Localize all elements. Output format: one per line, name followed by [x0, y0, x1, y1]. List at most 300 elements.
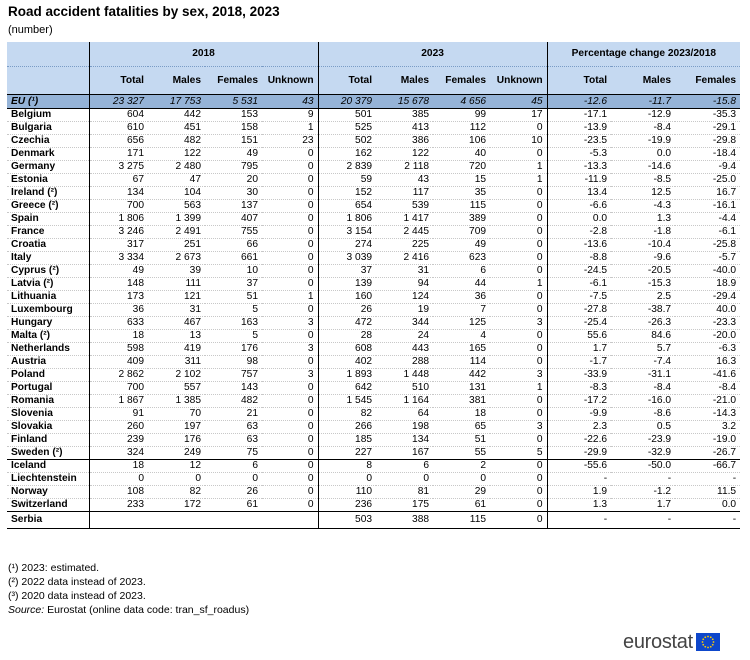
country-cell: EU (¹)	[7, 95, 89, 109]
value-cell: 4	[433, 330, 490, 343]
value-cell: 795	[205, 161, 262, 174]
value-cell: 482	[148, 135, 205, 148]
value-cell: 2 862	[89, 369, 148, 382]
value-cell: -9.6	[611, 252, 675, 265]
value-cell: 2	[433, 460, 490, 473]
value-cell: 17	[490, 109, 547, 122]
value-cell: 0.0	[611, 148, 675, 161]
flag-star	[710, 636, 712, 638]
logo-wordmark: eurostat	[623, 630, 693, 653]
value-cell	[148, 512, 205, 529]
value-cell: -8.4	[611, 382, 675, 395]
value-cell: 451	[148, 122, 205, 135]
value-cell: -25.4	[547, 317, 611, 330]
value-cell: 2.3	[547, 421, 611, 434]
value-cell: 2 416	[376, 252, 433, 265]
value-cell: -4.3	[611, 200, 675, 213]
value-cell: -29.1	[675, 122, 740, 135]
value-cell: 386	[376, 135, 433, 148]
value-cell: 407	[205, 213, 262, 226]
table-row	[7, 382, 740, 395]
value-cell: 1 545	[318, 395, 376, 408]
table-row	[7, 278, 740, 291]
value-cell: 1 385	[148, 395, 205, 408]
value-cell: 99	[433, 109, 490, 122]
country-cell: Austria	[7, 356, 89, 369]
value-cell: 2 491	[148, 226, 205, 239]
country-cell: Slovenia	[7, 408, 89, 421]
value-cell: -23.9	[611, 434, 675, 447]
value-cell: 9	[262, 109, 318, 122]
header-group-2018: 2018	[89, 42, 318, 67]
value-cell: 3 334	[89, 252, 148, 265]
col-header: Females	[675, 67, 740, 95]
value-cell: 288	[376, 356, 433, 369]
value-cell: 1 867	[89, 395, 148, 408]
value-cell: -9.4	[675, 161, 740, 174]
value-cell: 539	[376, 200, 433, 213]
value-cell: 115	[433, 200, 490, 213]
value-cell: -	[611, 512, 675, 529]
flag-star	[701, 641, 703, 643]
table-row	[7, 226, 740, 239]
value-cell: 26	[205, 486, 262, 499]
country-cell: Sweden (²)	[7, 447, 89, 460]
value-cell: 249	[148, 447, 205, 460]
value-cell: 443	[376, 343, 433, 356]
header-corner-2	[7, 67, 89, 95]
value-cell: -	[547, 512, 611, 529]
value-cell: 0	[262, 382, 318, 395]
flag-star	[712, 638, 714, 640]
value-cell: 0	[262, 395, 318, 408]
value-cell: 91	[89, 408, 148, 421]
country-cell: Luxembourg	[7, 304, 89, 317]
value-cell: 472	[318, 317, 376, 330]
value-cell: -26.7	[675, 447, 740, 460]
value-cell: 26	[318, 304, 376, 317]
value-cell: 172	[148, 499, 205, 512]
table-row	[7, 460, 740, 473]
flag-star	[704, 646, 706, 648]
value-cell: 0	[262, 460, 318, 473]
value-cell: -20.0	[675, 330, 740, 343]
value-cell: 18.9	[675, 278, 740, 291]
country-cell: Belgium	[7, 109, 89, 122]
value-cell: 1	[490, 174, 547, 187]
value-cell: -1.8	[611, 226, 675, 239]
value-cell: 0	[490, 330, 547, 343]
value-cell: 5	[490, 447, 547, 460]
value-cell: 700	[89, 382, 148, 395]
table-row	[7, 447, 740, 460]
value-cell: -41.6	[675, 369, 740, 382]
value-cell: -24.5	[547, 265, 611, 278]
value-cell: 67	[89, 174, 148, 187]
value-cell: -19.0	[675, 434, 740, 447]
value-cell: -17.2	[547, 395, 611, 408]
value-cell: -55.6	[547, 460, 611, 473]
value-cell: 23 327	[89, 95, 148, 109]
country-cell: Poland	[7, 369, 89, 382]
value-cell: -13.6	[547, 239, 611, 252]
table-row	[7, 434, 740, 447]
value-cell: 31	[148, 304, 205, 317]
value-cell: 0	[262, 278, 318, 291]
table-row	[7, 330, 740, 343]
country-cell: Norway	[7, 486, 89, 499]
table-row	[7, 291, 740, 304]
value-cell: 139	[318, 278, 376, 291]
value-cell: -22.6	[547, 434, 611, 447]
value-cell: 24	[376, 330, 433, 343]
value-cell: 125	[433, 317, 490, 330]
flag-star	[707, 647, 709, 649]
value-cell: 0	[262, 239, 318, 252]
value-cell: -19.9	[611, 135, 675, 148]
table-row	[7, 265, 740, 278]
value-cell: 10	[205, 265, 262, 278]
table-row	[7, 408, 740, 421]
value-cell: 503	[318, 512, 376, 529]
value-cell: 61	[433, 499, 490, 512]
value-cell: -16.1	[675, 200, 740, 213]
value-cell: 8	[318, 460, 376, 473]
table-row	[7, 213, 740, 226]
value-cell: 1.7	[611, 499, 675, 512]
value-cell: 55.6	[547, 330, 611, 343]
value-cell: 0	[262, 200, 318, 213]
table-row	[7, 95, 740, 109]
value-cell: 1.3	[547, 499, 611, 512]
value-cell: 0	[490, 408, 547, 421]
value-cell: -	[675, 512, 740, 529]
value-cell: -14.3	[675, 408, 740, 421]
table-row	[7, 187, 740, 200]
country-cell: Cyprus (²)	[7, 265, 89, 278]
value-cell: 124	[376, 291, 433, 304]
value-cell: -11.7	[611, 95, 675, 109]
footnote: (¹) 2023: estimated.	[8, 562, 100, 574]
footnote: (²) 2022 data instead of 2023.	[8, 576, 146, 588]
value-cell: 134	[376, 434, 433, 447]
country-cell: Netherlands	[7, 343, 89, 356]
footnotes	[8, 561, 249, 617]
value-cell: 1 417	[376, 213, 433, 226]
value-cell: 21	[205, 408, 262, 421]
value-cell: 311	[148, 356, 205, 369]
value-cell: 3 039	[318, 252, 376, 265]
value-cell: 266	[318, 421, 376, 434]
value-cell: 274	[318, 239, 376, 252]
value-cell: 0	[490, 200, 547, 213]
country-cell: Malta (²)	[7, 330, 89, 343]
value-cell: 233	[89, 499, 148, 512]
value-cell: 510	[376, 382, 433, 395]
value-cell: 18	[433, 408, 490, 421]
value-cell: -23.5	[547, 135, 611, 148]
value-cell: 23	[262, 135, 318, 148]
value-cell: 0	[376, 473, 433, 486]
value-cell: 143	[205, 382, 262, 395]
value-cell: -15.8	[675, 95, 740, 109]
value-cell: 0	[148, 473, 205, 486]
table-row	[7, 343, 740, 356]
value-cell: 661	[205, 252, 262, 265]
value-cell: 2 839	[318, 161, 376, 174]
table-row	[7, 148, 740, 161]
value-cell: 148	[89, 278, 148, 291]
value-cell: 0	[433, 473, 490, 486]
value-cell: 0	[490, 148, 547, 161]
value-cell: -5.3	[547, 148, 611, 161]
value-cell: 5	[205, 304, 262, 317]
value-cell: 0	[490, 460, 547, 473]
value-cell: 0	[490, 187, 547, 200]
value-cell: 198	[376, 421, 433, 434]
value-cell: -29.9	[547, 447, 611, 460]
value-cell: 82	[318, 408, 376, 421]
value-cell: 81	[376, 486, 433, 499]
value-cell: 0	[262, 330, 318, 343]
value-cell: 163	[205, 317, 262, 330]
country-cell: Switzerland	[7, 499, 89, 512]
value-cell: 12	[148, 460, 205, 473]
value-cell: 3.2	[675, 421, 740, 434]
value-cell: -6.1	[675, 226, 740, 239]
value-cell: 0	[490, 512, 547, 529]
table-row	[7, 317, 740, 330]
value-cell: 122	[148, 148, 205, 161]
table-row	[7, 304, 740, 317]
footnote: (³) 2020 data instead of 2023.	[8, 590, 146, 602]
value-cell: 6	[205, 460, 262, 473]
value-cell: 0	[262, 213, 318, 226]
value-cell: -8.8	[547, 252, 611, 265]
value-cell: 709	[433, 226, 490, 239]
value-cell: 0	[262, 304, 318, 317]
value-cell: 0	[490, 486, 547, 499]
value-cell: 5.7	[611, 343, 675, 356]
value-cell: -35.3	[675, 109, 740, 122]
value-cell: 0	[490, 239, 547, 252]
country-cell: Estonia	[7, 174, 89, 187]
table-row	[7, 395, 740, 408]
value-cell: -8.4	[611, 122, 675, 135]
value-cell: 36	[433, 291, 490, 304]
header-group-row	[7, 42, 740, 67]
value-cell: 0	[490, 499, 547, 512]
value-cell: 0	[205, 473, 262, 486]
value-cell: 1	[262, 291, 318, 304]
value-cell: 413	[376, 122, 433, 135]
table-row	[7, 200, 740, 213]
table-row	[7, 174, 740, 187]
value-cell: 2 673	[148, 252, 205, 265]
country-cell: Finland	[7, 434, 89, 447]
value-cell: 13.4	[547, 187, 611, 200]
value-cell: 442	[148, 109, 205, 122]
source-text: Eurostat (online data code: tran_sf_roadus)	[47, 604, 250, 616]
value-cell: 0	[262, 421, 318, 434]
value-cell: -5.7	[675, 252, 740, 265]
col-header: Males	[611, 67, 675, 95]
flag-star	[707, 636, 709, 638]
value-cell: -1.7	[547, 356, 611, 369]
col-header: Females	[205, 67, 262, 95]
table-row	[7, 421, 740, 434]
value-cell: -25.0	[675, 174, 740, 187]
value-cell: 165	[433, 343, 490, 356]
flag-star	[702, 638, 704, 640]
value-cell: -6.3	[675, 343, 740, 356]
value-cell: 6	[376, 460, 433, 473]
value-cell: 49	[433, 239, 490, 252]
value-cell: -8.5	[611, 174, 675, 187]
value-cell: 59	[318, 174, 376, 187]
value-cell: 49	[205, 148, 262, 161]
value-cell: -32.9	[611, 447, 675, 460]
value-cell: 108	[89, 486, 148, 499]
value-cell: 51	[433, 434, 490, 447]
value-cell: 16.3	[675, 356, 740, 369]
value-cell: 0	[262, 499, 318, 512]
value-cell: 610	[89, 122, 148, 135]
value-cell: 1 399	[148, 213, 205, 226]
col-header: Females	[433, 67, 490, 95]
value-cell: 388	[376, 512, 433, 529]
value-cell: 36	[89, 304, 148, 317]
value-cell: 19	[376, 304, 433, 317]
value-cell: -26.3	[611, 317, 675, 330]
header-corner	[7, 42, 89, 67]
value-cell: 30	[205, 187, 262, 200]
value-cell: -38.7	[611, 304, 675, 317]
value-cell: 15 678	[376, 95, 433, 109]
value-cell: 185	[318, 434, 376, 447]
value-cell: -50.0	[611, 460, 675, 473]
value-cell: 104	[148, 187, 205, 200]
country-cell: Italy	[7, 252, 89, 265]
col-header: Total	[318, 67, 376, 95]
country-cell: Romania	[7, 395, 89, 408]
value-cell: 700	[89, 200, 148, 213]
value-cell: 7	[433, 304, 490, 317]
value-cell: 324	[89, 447, 148, 460]
value-cell: 525	[318, 122, 376, 135]
value-cell: 0	[318, 473, 376, 486]
value-cell: 5	[205, 330, 262, 343]
header-column-row	[7, 67, 740, 95]
value-cell: -18.4	[675, 148, 740, 161]
value-cell: 467	[148, 317, 205, 330]
value-cell: 0.5	[611, 421, 675, 434]
value-cell: 84.6	[611, 330, 675, 343]
value-cell: -6.1	[547, 278, 611, 291]
value-cell: 0	[262, 187, 318, 200]
value-cell: -29.8	[675, 135, 740, 148]
value-cell: -9.9	[547, 408, 611, 421]
table-row	[7, 486, 740, 499]
value-cell: 604	[89, 109, 148, 122]
value-cell: 153	[205, 109, 262, 122]
value-cell: 1	[490, 161, 547, 174]
value-cell: 1.9	[547, 486, 611, 499]
country-cell: France	[7, 226, 89, 239]
value-cell: 0	[262, 252, 318, 265]
value-cell: 40	[433, 148, 490, 161]
value-cell: 1	[490, 278, 547, 291]
eurostat-logo	[623, 630, 720, 654]
country-cell: Czechia	[7, 135, 89, 148]
flag-star	[710, 646, 712, 648]
country-cell: Slovakia	[7, 421, 89, 434]
value-cell: -27.8	[547, 304, 611, 317]
col-header: Males	[148, 67, 205, 95]
value-cell: 0	[490, 434, 547, 447]
value-cell: 389	[433, 213, 490, 226]
value-cell: -21.0	[675, 395, 740, 408]
table-row	[7, 109, 740, 122]
value-cell: 44	[433, 278, 490, 291]
value-cell: 43	[262, 95, 318, 109]
flag-star	[704, 636, 706, 638]
value-cell: 49	[89, 265, 148, 278]
value-cell: 0	[262, 265, 318, 278]
value-cell: 557	[148, 382, 205, 395]
value-cell: 260	[89, 421, 148, 434]
value-cell: 106	[433, 135, 490, 148]
value-cell: 0	[262, 174, 318, 187]
value-cell: 16.7	[675, 187, 740, 200]
value-cell: 2 445	[376, 226, 433, 239]
value-cell: 12.5	[611, 187, 675, 200]
table-body	[7, 95, 740, 529]
value-cell: 2 480	[148, 161, 205, 174]
value-cell: 112	[433, 122, 490, 135]
country-cell: Bulgaria	[7, 122, 89, 135]
value-cell: 3	[262, 343, 318, 356]
flag-star	[712, 641, 714, 643]
value-cell: 385	[376, 109, 433, 122]
value-cell: 0	[262, 148, 318, 161]
value-cell: 419	[148, 343, 205, 356]
value-cell: 176	[205, 343, 262, 356]
col-header: Males	[376, 67, 433, 95]
value-cell: 0	[490, 213, 547, 226]
value-cell: 656	[89, 135, 148, 148]
value-cell: 13	[148, 330, 205, 343]
fatalities-table	[7, 42, 740, 529]
value-cell: -7.4	[611, 356, 675, 369]
value-cell: 633	[89, 317, 148, 330]
value-cell: 18	[89, 460, 148, 473]
value-cell: 0.0	[675, 499, 740, 512]
value-cell: 117	[376, 187, 433, 200]
value-cell: 18	[89, 330, 148, 343]
value-cell: 64	[376, 408, 433, 421]
value-cell: -	[675, 473, 740, 486]
value-cell: 66	[205, 239, 262, 252]
value-cell: 176	[148, 434, 205, 447]
value-cell: 160	[318, 291, 376, 304]
value-cell: 0	[262, 226, 318, 239]
country-cell: Denmark	[7, 148, 89, 161]
value-cell: 162	[318, 148, 376, 161]
country-cell: Spain	[7, 213, 89, 226]
country-cell: Greece (²)	[7, 200, 89, 213]
value-cell: 757	[205, 369, 262, 382]
